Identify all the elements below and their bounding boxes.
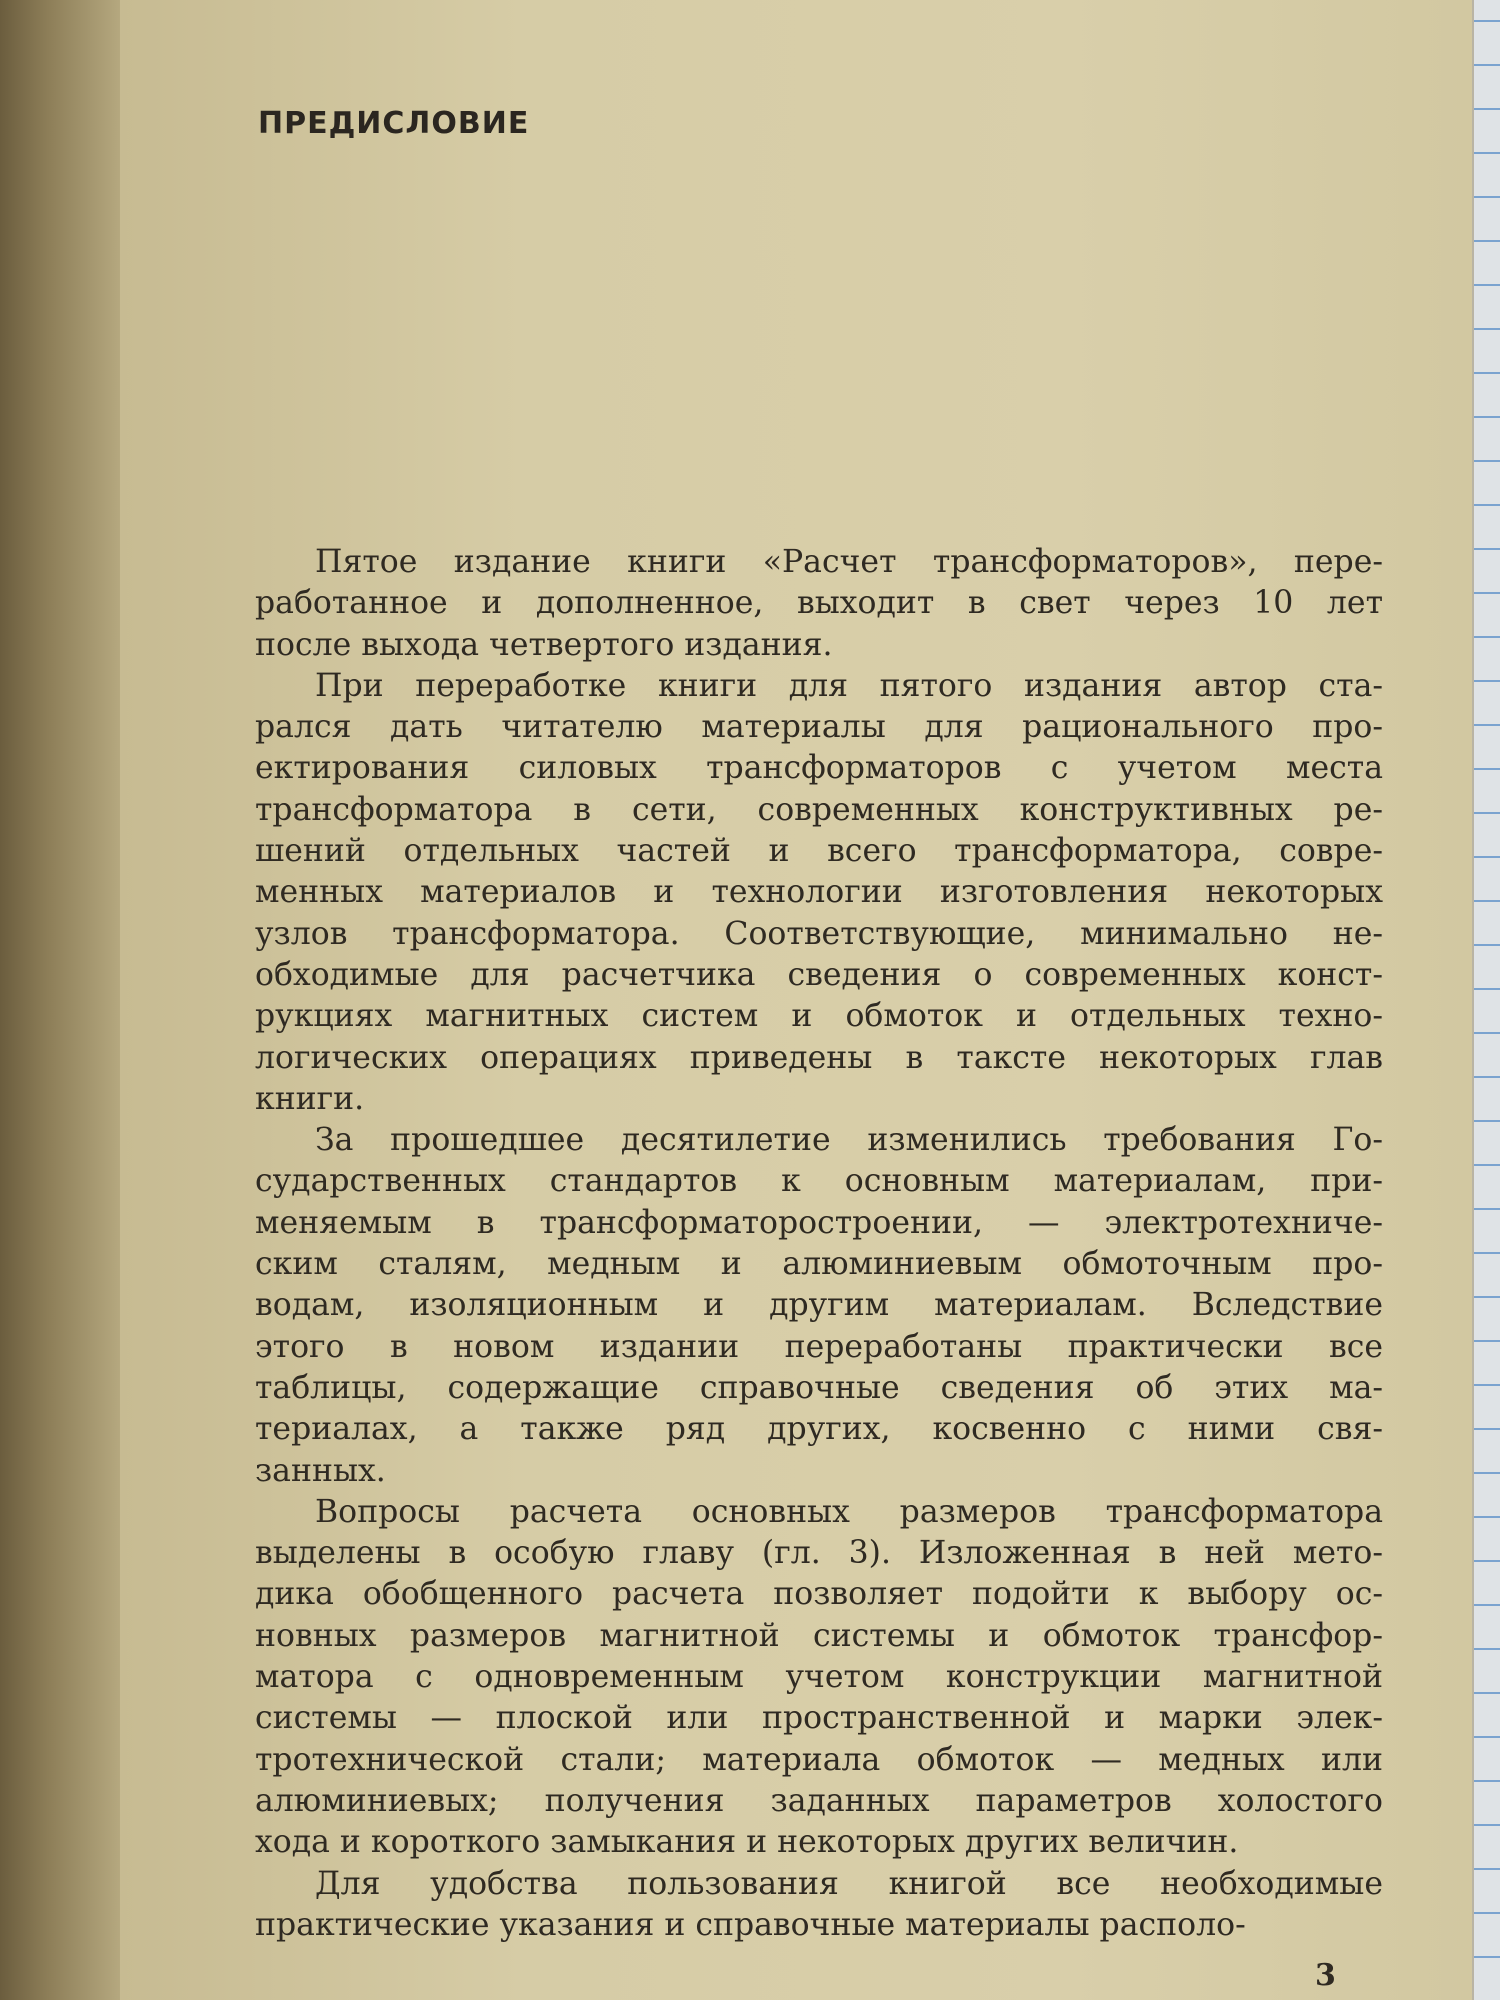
text-line: При переработке книги для пятого издания автор ста-: [315, 667, 1383, 704]
text-line: сударственных стандартов к основным материалам, при-: [255, 1163, 1383, 1200]
text-line: матора с одновременным учетом конструкции магнитной: [255, 1659, 1383, 1696]
text-line: таблицы, содержащие справочные сведения об этих ма-: [255, 1369, 1383, 1406]
sheet-rule-line: [1474, 1692, 1500, 1694]
text-line: шений отдельных частей и всего трансформатора, совре-: [255, 833, 1383, 870]
sheet-rule-line: [1474, 812, 1500, 814]
text-line: Вопросы расчета основных размеров трансформатора: [315, 1493, 1383, 1530]
sheet-rule-line: [1474, 1736, 1500, 1738]
page-heading: ПРЕДИСЛОВИЕ: [258, 106, 530, 141]
text-line: дика обобщенного расчета позволяет подойти к выбору ос-: [255, 1576, 1383, 1613]
sheet-rule-line: [1474, 504, 1500, 506]
sheet-rule-line: [1474, 1648, 1500, 1650]
sheet-rule-line: [1474, 680, 1500, 682]
sheet-rule-line: [1474, 460, 1500, 462]
paragraph: [255, 1120, 1383, 1492]
sheet-rule-line: [1474, 108, 1500, 110]
text-line: занных.: [255, 1452, 386, 1489]
sheet-rule-line: [1474, 1032, 1500, 1034]
paragraph: [255, 542, 1383, 666]
sheet-rule-line: [1474, 284, 1500, 286]
sheet-rule-line: [1474, 592, 1500, 594]
text-line: меняемым в трансформаторостроении, — электротехниче-: [255, 1204, 1383, 1241]
text-line: ским сталям, медным и алюминиевым обмоточным про-: [255, 1246, 1383, 1283]
text-line: За прошедшее десятилетие изменились требования Го-: [315, 1122, 1383, 1159]
page-number: 3: [1315, 1958, 1336, 1993]
sheet-rule-line: [1474, 1472, 1500, 1474]
sheet-rule-line: [1474, 152, 1500, 154]
sheet-rule-line: [1474, 768, 1500, 770]
text-line: этого в новом издании переработаны практически все: [255, 1328, 1383, 1365]
preface-text: [255, 542, 1383, 1946]
text-line: ектирования силовых трансформаторов с учетом места: [255, 750, 1383, 787]
sheet-rule-line: [1474, 64, 1500, 66]
sheet-rule-line: [1474, 20, 1500, 22]
sheet-rule-line: [1474, 1076, 1500, 1078]
text-line: выделены в особую главу (гл. 3). Изложенная в ней мето-: [255, 1535, 1383, 1572]
sheet-rule-line: [1474, 372, 1500, 374]
sheet-rule-line: [1474, 988, 1500, 990]
text-line: водам, изоляционным и другим материалам. Вследствие: [255, 1287, 1383, 1324]
paragraph: [255, 666, 1383, 1120]
text-line: хода и короткого замыкания и некоторых других величин.: [255, 1824, 1239, 1861]
text-line: книги.: [255, 1080, 365, 1117]
text-line: рукциях магнитных систем и обмоток и отдельных техно-: [255, 998, 1383, 1035]
text-line: Для удобства пользования книгой все необходимые: [315, 1865, 1383, 1902]
sheet-rule-line: [1474, 1164, 1500, 1166]
sheet-rule-line: [1474, 856, 1500, 858]
sheet-rule-line: [1474, 240, 1500, 242]
sheet-rule-line: [1474, 900, 1500, 902]
text-line: трансформатора в сети, современных конструктивных ре-: [255, 791, 1383, 828]
text-line: териалах, а также ряд других, косвенно с ними свя-: [255, 1411, 1383, 1448]
sheet-rule-line: [1474, 636, 1500, 638]
sheet-rule-line: [1474, 1120, 1500, 1122]
book-page: [120, 0, 1472, 2000]
sheet-rule-line: [1474, 1560, 1500, 1562]
paragraph: [255, 1864, 1383, 1947]
text-line: менных материалов и технологии изготовления некоторых: [255, 874, 1383, 911]
paragraph: [255, 1492, 1383, 1864]
sheet-rule-line: [1474, 1384, 1500, 1386]
sheet-rule-line: [1474, 196, 1500, 198]
sheet-rule-line: [1474, 1208, 1500, 1210]
book-gutter-shadow: [0, 0, 120, 2000]
text-line: обходимые для расчетчика сведения о современных конст-: [255, 956, 1383, 993]
text-line: новных размеров магнитной системы и обмоток трансфор-: [255, 1617, 1383, 1654]
sheet-rule-line: [1474, 724, 1500, 726]
sheet-rule-line: [1474, 1780, 1500, 1782]
text-line: узлов трансформатора. Соответствующие, минимально не-: [255, 915, 1383, 952]
sheet-rule-line: [1474, 944, 1500, 946]
sheet-rule-line: [1474, 1868, 1500, 1870]
text-line: практические указания и справочные материалы располо-: [255, 1906, 1246, 1943]
text-line: тротехнической стали; материала обмоток — медных или: [255, 1741, 1383, 1778]
sheet-rule-line: [1474, 1824, 1500, 1826]
text-line: работанное и дополненное, выходит в свет через 10 лет: [255, 585, 1383, 622]
sheet-rule-line: [1474, 1604, 1500, 1606]
sheet-rule-line: [1474, 1252, 1500, 1254]
sheet-rule-line: [1474, 1516, 1500, 1518]
sheet-rule-line: [1474, 1912, 1500, 1914]
adjacent-lined-sheet: [1472, 0, 1500, 2000]
sheet-rule-line: [1474, 1956, 1500, 1958]
text-line: рался дать читателю материалы для рационального про-: [255, 709, 1383, 746]
text-line: системы — плоской или пространственной и марки элек-: [255, 1700, 1383, 1737]
sheet-rule-line: [1474, 1428, 1500, 1430]
text-line: логических операциях приведены в таксте некоторых глав: [255, 1039, 1383, 1076]
sheet-rule-line: [1474, 1340, 1500, 1342]
sheet-rule-line: [1474, 328, 1500, 330]
text-line: алюминиевых; получения заданных параметров холостого: [255, 1782, 1383, 1819]
sheet-rule-line: [1474, 548, 1500, 550]
sheet-rule-line: [1474, 416, 1500, 418]
text-line: после выхода четвертого издания.: [255, 626, 833, 663]
text-line: Пятое издание книги «Расчет трансформаторов», пере-: [315, 544, 1383, 580]
sheet-rule-line: [1474, 1296, 1500, 1298]
